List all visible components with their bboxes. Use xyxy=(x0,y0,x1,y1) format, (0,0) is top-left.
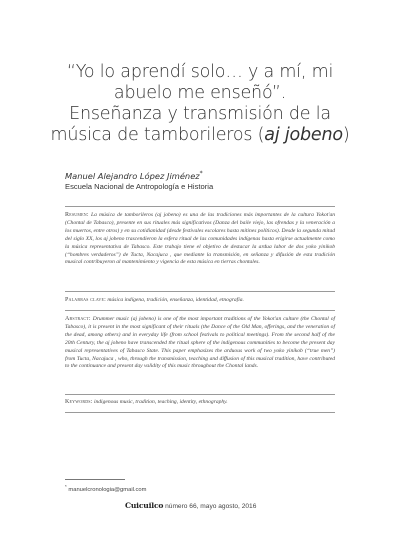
author-name-text: Manuel Alejandro López Jiménez xyxy=(65,170,200,181)
journal-issue: número 66, mayo agosto, 2016 xyxy=(165,503,257,510)
resumen-text: La música de tamborileros (aj jobeno) es una de las tradiciones más importantes de la cultura Yokot'an (Chontal de Tabasco), presente en sus rituales más significativos (Danza del baile viejo, las ofrendas y la veneración a los muertos, entre otros) y en su cotidianidad (desde festivales escolares hasta mítines políticos). Desde la segunda mitad del siglo XX, los aj jobeno trascendieron la esfera ritual de las comunidades indígenas hasta erigirse actualmente como la música representativa de Tabasco. Este trabajo tiene el objetivo de destacar la ardua labor de dos yoko yinikob (“hombres verdaderos”) de Tucta, Nacajuca , que mediante la transmisión, en señanza y difusión de esta tradición musical contribuyeron al mantenimiento y vigencia de esta música en tierras chontales. xyxy=(65,212,336,266)
keywords-line xyxy=(65,399,335,405)
footnote-mark: * xyxy=(65,484,67,489)
footnote-rule xyxy=(65,479,125,480)
divider-palabras xyxy=(65,310,335,311)
resumen-label: Resumen: xyxy=(65,212,89,218)
divider-top xyxy=(65,206,335,207)
title-line-2: abuelo me enseñó”. xyxy=(113,83,287,103)
divider-keywords xyxy=(65,412,335,413)
keywords-label: Keywords: xyxy=(65,399,93,405)
abstract-label: Abstract: xyxy=(65,316,91,322)
title-line-3: Enseñanza y transmisión de la xyxy=(69,104,331,124)
resumen-block xyxy=(65,212,335,267)
divider-abstract xyxy=(65,394,335,395)
title-italic-term: aj jobeno xyxy=(264,125,343,145)
keywords-text: indigenous music, tradition, teaching, identity, ethnography. xyxy=(93,399,228,405)
title-line-4 xyxy=(40,125,360,146)
footnote xyxy=(65,484,146,493)
divider-resumen xyxy=(65,291,335,292)
author-name xyxy=(65,170,203,181)
palabras-clave-line xyxy=(65,297,335,303)
abstract-text: Drummer music (aj jobeno) is one of the most important traditions of the Yokot'an culture (the Chontal of Tabasco), it is present in the most significant of their rituals (the Dance of the Old Man, offerings, and the veneration of the dead, among others) and in everyday life (from school festivals to political meetings). From the second half of the 20th Century, the aj jobeno have transcended the ritual sphere of the indigenous communities to become the present day musical representatives of Tabasco State. This paper emphasizes the arduous work of two yoko yinikob (“true men”) from Tucta, Nacajuca , who, through the transmission, teaching and diffusion of this musical tradition, have contributed to the continuance and present day validity of this music throughout the Chontal lands. xyxy=(65,316,336,370)
title-line-1: “Yo lo aprendí solo… y a mí, mi xyxy=(66,62,334,82)
palabras-clave-text: música indígena, tradición, enseñanza, identidad, etnografía. xyxy=(107,297,244,303)
journal-footer xyxy=(125,501,256,510)
title-line-4-suffix: ) xyxy=(342,125,350,145)
author-footnote-mark: * xyxy=(199,170,203,177)
abstract-block xyxy=(65,316,335,371)
palabras-clave-label: Palabras clave: xyxy=(65,297,106,303)
author-institution: Escuela Nacional de Antropología e Historia xyxy=(65,182,214,191)
article-title xyxy=(40,62,360,146)
footnote-email: manuelcronologia@gmail.com xyxy=(68,486,147,493)
journal-logo: Cuicuilco xyxy=(125,501,164,510)
title-line-4-prefix: música de tamborileros ( xyxy=(50,125,265,145)
